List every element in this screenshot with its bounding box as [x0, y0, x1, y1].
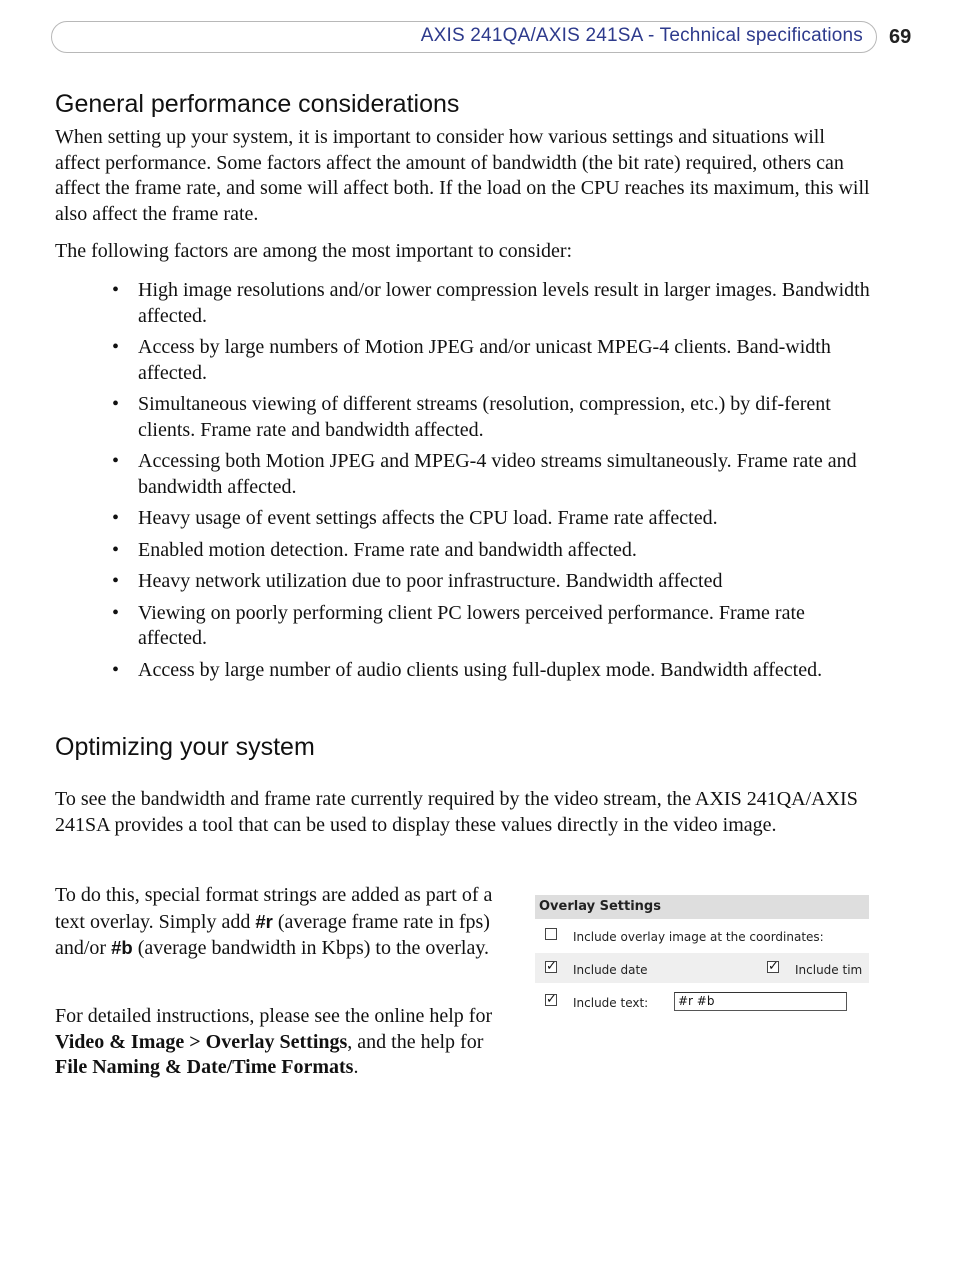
paragraph-format-strings: [55, 883, 520, 962]
menu-path-overlay-settings: Video & Image > Overlay Settings: [55, 1030, 348, 1053]
include-date-checkbox[interactable]: ✓: [546, 959, 557, 974]
code-r: #r: [255, 910, 273, 932]
heading-optimizing: Optimizing your system: [55, 733, 315, 761]
list-item: • Access by large numbers of Motion JPEG and/or unicast MPEG-4 clients. Band-width affected.: [110, 335, 870, 386]
menu-path-file-naming: File Naming & Date/Time Formats: [55, 1056, 354, 1078]
include-date-label: Include date: [573, 963, 648, 977]
list-item: • Heavy network utilization due to poor infrastructure. Bandwidth affected: [110, 569, 870, 595]
header-title: AXIS 241QA/AXIS 241SA - Technical specifications: [420, 25, 863, 46]
text-run: (average bandwidth in Kbps) to the overlay.: [132, 937, 490, 959]
list-item: • Viewing on poorly performing client PC lowers perceived performance. Frame rate affected.: [110, 601, 870, 652]
code-b: #b: [111, 937, 133, 958]
paragraph-intro: When setting up your system, it is important to consider how various settings and situations will affect performance. Some factors affect the amount of bandwidth (the bit rate) required, others can affect the frame rate, and some will affect both. If the load on the CPU reaches its maximum, this will also affect the frame rate.: [55, 126, 870, 225]
include-text-label: Include text:: [573, 996, 649, 1010]
text-run: (average frame rate in fps) and/or: [55, 910, 490, 959]
include-time-checkbox[interactable]: ✓: [768, 959, 779, 974]
text-run: .: [353, 1056, 359, 1078]
paragraph-lead: The following factors are among the most important to consider:: [55, 240, 573, 262]
date-time-row: [535, 953, 869, 983]
list-item: • Accessing both Motion JPEG and MPEG-4 video streams simultaneously. Frame rate and bandwidth affected.: [110, 449, 870, 500]
heading-general-performance: General performance considerations: [55, 90, 460, 118]
overlay-text-input[interactable]: #r #b: [674, 992, 847, 1011]
list-item: • Heavy usage of event settings affects the CPU load. Frame rate affected.: [110, 506, 870, 532]
overlay-settings-title: Overlay Settings: [535, 895, 869, 919]
include-overlay-image-label: Include overlay image at the coordinates:: [573, 930, 824, 944]
page-number: 69: [889, 26, 912, 48]
text-run: To do this, special format strings are added as part of a text overlay. Simply add: [55, 884, 493, 933]
overlay-settings-panel: [535, 892, 869, 1016]
include-text-row: [535, 992, 869, 1014]
text-run: For detailed instructions, please see the online help for: [55, 1005, 493, 1027]
include-time-label: Include tim: [795, 963, 863, 977]
include-overlay-image-checkbox[interactable]: [545, 928, 557, 940]
paragraph-optimizing-intro: To see the bandwidth and frame rate currently required by the video stream, the AXIS 241QA/AXIS 241SA provides a tool that can be used to display these values directly in the video image.: [55, 788, 858, 836]
list-item: • High image resolutions and/or lower compression levels result in larger images. Bandwidth affected.: [110, 278, 870, 329]
text-run: , and the help for: [347, 1030, 484, 1053]
paragraph-instructions: [55, 1004, 520, 1081]
list-item: • Simultaneous viewing of different streams (resolution, compression, etc.) by dif-ferent clients. Frame rate and bandwidth affected.: [110, 392, 870, 443]
factor-list: [110, 278, 870, 689]
list-item: • Enabled motion detection. Frame rate and bandwidth affected.: [110, 538, 870, 564]
include-text-checkbox[interactable]: ✓: [546, 992, 557, 1007]
list-item: • Access by large number of audio clients using full-duplex mode. Bandwidth affected.: [110, 658, 870, 684]
